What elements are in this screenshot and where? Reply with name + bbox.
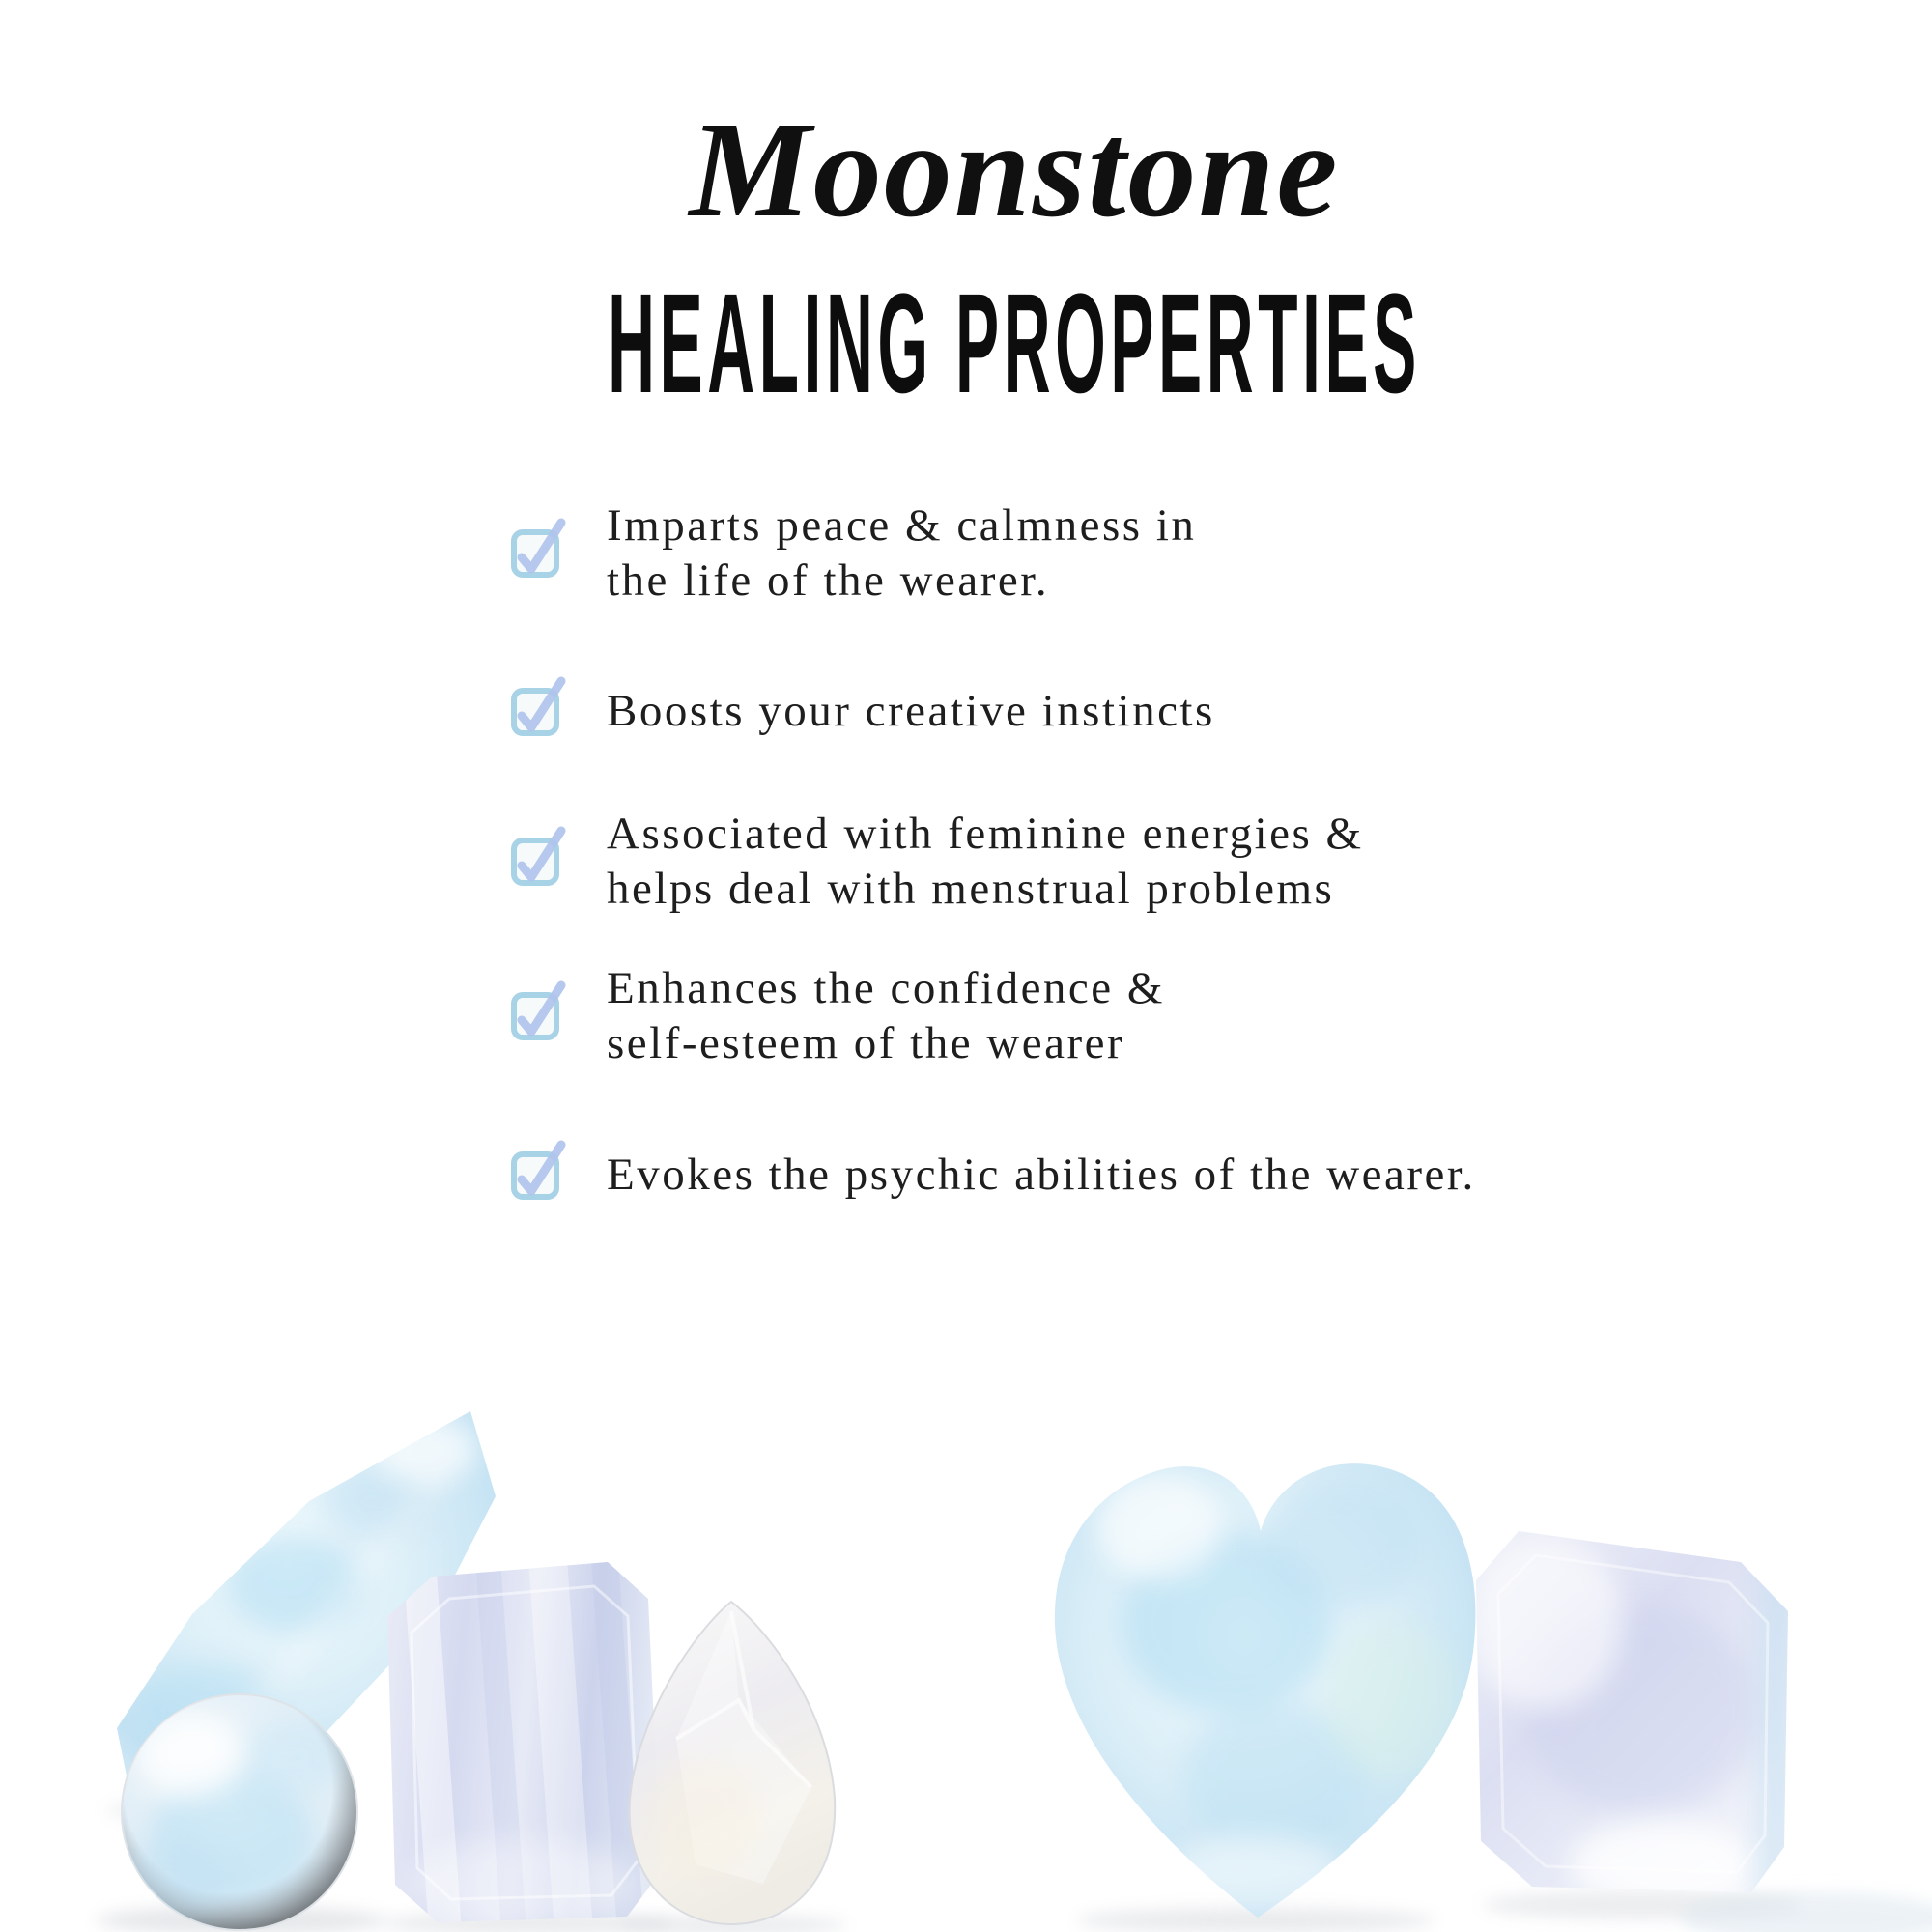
gem-emerald-cut-left bbox=[387, 1549, 661, 1932]
checklist-item-text bbox=[607, 807, 1364, 917]
checklist-line: Associated with feminine energies & bbox=[607, 809, 1364, 859]
checklist-line: Evokes the psychic abilities of the wearer. bbox=[607, 1150, 1476, 1200]
checklist-line: helps deal with menstrual problems bbox=[607, 864, 1335, 914]
checklist-item bbox=[511, 1148, 1476, 1203]
checkbox-checked-icon bbox=[511, 529, 559, 578]
page-subtitle: HEALING PROPERTIES bbox=[608, 265, 1421, 423]
gem-emerald-cut-right bbox=[1468, 1531, 1797, 1913]
moonstone-gems-illustration bbox=[0, 1381, 1932, 1932]
checklist-item bbox=[511, 498, 1196, 609]
checklist-line: self-esteem of the wearer bbox=[607, 1018, 1125, 1068]
checklist-line: the life of the wearer. bbox=[607, 555, 1050, 606]
gem-pear-cut bbox=[630, 1602, 836, 1924]
checkbox-checked-icon bbox=[511, 838, 559, 886]
checklist-item bbox=[511, 961, 1165, 1071]
checklist-item-text bbox=[607, 961, 1165, 1071]
checklist-item-text bbox=[607, 1148, 1476, 1203]
page-title: Moonstone bbox=[689, 93, 1340, 245]
checkbox-checked-icon bbox=[511, 992, 559, 1040]
checklist-line: Enhances the confidence & bbox=[607, 963, 1165, 1013]
gem-heart-shape bbox=[1055, 1463, 1476, 1918]
checkbox-checked-icon bbox=[511, 688, 559, 736]
checklist-line: Boosts your creative instincts bbox=[607, 686, 1215, 736]
checklist-item bbox=[511, 684, 1215, 739]
checklist-item-text bbox=[607, 684, 1215, 739]
checklist-item-text bbox=[607, 498, 1196, 609]
checklist-line: Imparts peace & calmness in bbox=[607, 500, 1197, 551]
checklist-item bbox=[511, 807, 1364, 917]
checkbox-checked-icon bbox=[511, 1151, 559, 1200]
